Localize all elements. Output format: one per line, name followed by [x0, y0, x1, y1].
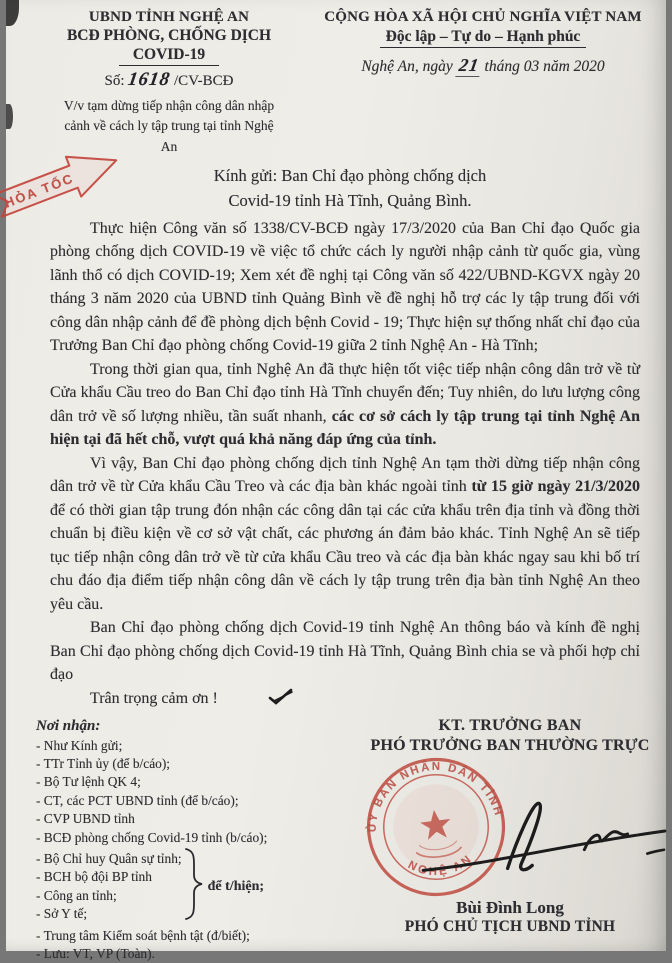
document-number-line — [30, 69, 308, 91]
closing-text: Trân trọng cảm ơn ! — [90, 690, 218, 707]
signer-name: Bùi Đình Long — [360, 898, 660, 918]
issuing-authority-name: UBND TỈNH NGHỆ AN — [30, 9, 308, 26]
document-subject: V/v tạm dừng tiếp nhận công dân nhập cảnh về cách ly tập trung tại tỉnh Nghệ An — [30, 96, 308, 157]
paragraph-1: Thực hiện Công văn số 1338/CV-BCĐ ngày 17/3/2020 của Ban Chỉ đạo Quốc gia phòng chống dịch COVID-19 về việc tổ chức cách ly người nhập cảnh từ quốc gia, vùng lãnh thổ có dịch COVID-19; Xem xét đề nghị tại Công văn số 422/UBND-KGVX ngày 20 tháng 3 năm 2020 của UBND tỉnh Quảng Bình về đề nghị hỗ trợ các ly tập trung đối với công dân nhập cảnh để đề phòng dịch bệnh Covid - 19; Thực hiện sự thống nhất chỉ đạo của Trưởng Ban Chỉ đạo phòng chống Covid-19 giữa 2 tỉnh Nghệ An - Hà Tĩnh; — [50, 217, 640, 358]
paragraph-3-bold-date: từ 15 giờ ngày 21/3/2020 — [471, 478, 640, 495]
paragraph-3 — [50, 452, 640, 617]
recipients-list-top — [36, 737, 360, 847]
document-number-suffix: /CV-BCĐ — [174, 73, 233, 89]
salutation-line1: Kính gửi: Ban Chỉ đạo phòng chống dịch — [214, 163, 486, 188]
paragraph-2-bold-text: các cơ sở cách ly tập trung tại tỉnh Nghệ An hiện tại đã hết chỗ, vượt quá khả năng đáp ứng của tỉnh. — [50, 408, 640, 449]
seal-text-top: ỦY BAN NHÂN DÂN TỈNH — [358, 752, 505, 834]
urgency-stamp-text: HỎA TỐC — [2, 170, 76, 210]
recipient-item: - BCĐ phòng chống Covid-19 tỉnh (b/cáo); — [36, 829, 360, 847]
issuing-authority-block — [30, 9, 308, 157]
salutation — [214, 163, 486, 213]
document-footer — [6, 715, 666, 963]
paragraph-4: Ban Chỉ đạo phòng chống dịch Covid-19 tỉnh Nghệ An thông báo và kính đề nghị Ban Chỉ đạo phòng chống dịch Covid-19 tỉnh Hà Tĩnh, Quảng Bình chia se và phối hợp chỉ đạo — [50, 616, 640, 687]
closing-line — [50, 687, 640, 713]
date-day-handwritten: 21 — [455, 55, 482, 77]
recipients-list-bottom — [36, 927, 360, 963]
document-number-prefix: Số: — [105, 73, 125, 89]
date-prefix: Nghệ An, ngày — [361, 58, 452, 75]
bracket-purpose-label: để t/hiện; — [208, 878, 264, 896]
document-header — [6, 0, 666, 157]
date-suffix: tháng 03 năm 2020 — [485, 58, 605, 75]
recipient-item: - Bộ Tư lệnh QK 4; — [36, 773, 360, 791]
issuing-committee-covid: COVID-19 — [119, 46, 219, 66]
recipients-title: Nơi nhận: — [36, 717, 360, 735]
document-body — [6, 213, 666, 713]
handwritten-signature — [416, 773, 672, 891]
recipient-item: - Sở Y tế; — [36, 905, 182, 923]
recipients-bracket-group — [36, 847, 360, 926]
paragraph-3-text-after: để có thời gian tập trung đón nhận các công dân tại các cửa khẩu trên địa tỉnh và đồng thời chuẩn bị điều kiện về cơ sở vật chất, các phương án đảm bảo khác. Tỉnh Nghệ An sẽ tiếp tục tiếp nhận công dân trở về từ cửa khẩu Cầu treo và các địa bàn khác ngay sau khi bố trí chu đáo địa điểm tiếp nhận công dân về cách ly tập trung trên địa bàn tỉnh Nghệ An theo yêu cầu. — [50, 502, 640, 613]
recipients-list-bracketed — [36, 850, 182, 924]
paragraph-3-text: Vì vậy, Ban Chỉ đạo phòng chống dịch tỉnh Nghệ An tạm thời dừng tiếp nhận công dân trở về từ Cửa khẩu Cầu Treo và các địa bàn khác ngoài tỉnh — [50, 455, 640, 496]
national-motto: Độc lập – Tự do – Hạnh phúc — [380, 28, 587, 48]
signer-role-line: PHÓ TRƯỞNG BAN THƯỜNG TRỰC — [360, 737, 660, 755]
seal-text-bottom: NGHỆ AN — [405, 852, 477, 883]
handwritten-check-icon — [228, 687, 294, 713]
recipient-item: - Như Kính gửi; — [36, 737, 360, 755]
recipient-item: - Lưu: VT, VP (Toàn). — [36, 945, 360, 963]
scanned-official-letter — [6, 0, 666, 951]
seal-and-signature-area — [360, 755, 660, 898]
scan-edge-artifact — [6, 104, 13, 129]
recipient-item: - Công an tỉnh; — [36, 887, 182, 905]
signature-block — [360, 717, 660, 963]
recipient-item: - CVP UBND tỉnh — [36, 810, 360, 828]
national-title: CỘNG HÒA XÃ HỘI CHỦ NGHĨA VIỆT NAM — [308, 9, 658, 26]
issuing-committee-name: BCĐ PHÒNG, CHỐNG DỊCH — [30, 27, 308, 45]
recipient-item: - Trung tâm Kiểm soát bệnh tật (đ/biết); — [36, 927, 360, 945]
recipients-block — [36, 717, 360, 963]
national-motto-block — [308, 9, 658, 157]
recipient-item: - CT, các PCT UBND tỉnh (để b/cáo); — [36, 792, 360, 810]
paragraph-2 — [50, 358, 640, 452]
recipient-item: - Bộ Chỉ huy Quân sự tỉnh; — [36, 850, 182, 868]
signer-title: PHÓ CHỦ TỊCH UBND TỈNH — [360, 918, 660, 936]
salutation-line2: Covid-19 tỉnh Hà Tĩnh, Quảng Bình. — [214, 188, 486, 213]
place-date-line — [308, 55, 658, 77]
document-number-handwritten: 1618 — [127, 69, 172, 91]
curly-brace-icon — [184, 847, 204, 926]
recipient-item: - BCH bộ đội BP tỉnh — [36, 868, 182, 886]
recipient-item: - TTr Tỉnh ủy (để b/cáo); — [36, 755, 360, 773]
signer-authority-line: KT. TRƯỞNG BAN — [360, 717, 660, 735]
paragraph-2-text: Trong thời gian qua, tỉnh Nghệ An đã thực hiện tốt việc tiếp nhận công dân trở về từ Cửa khẩu Cầu treo do Ban Chỉ đạo tỉnh Hà Tĩnh chuyển đến; Tuy nhiên, do lưu lượng công dân trở về số lượng nhiều, tần suất nhanh, — [50, 361, 640, 425]
